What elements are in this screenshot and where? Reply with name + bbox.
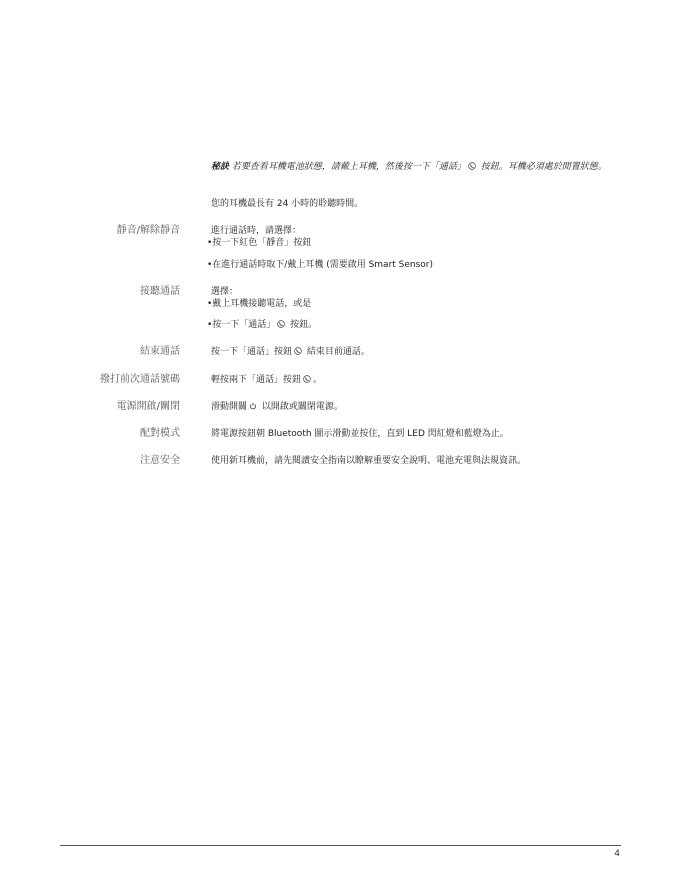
phone-icon	[468, 160, 476, 176]
pair-text: 將電源按鈕朝 Bluetooth 圖示滑動並按住，直到 LED 閃紅燈和藍燈為止。	[211, 429, 509, 439]
answer-call-intro: 選擇：	[211, 287, 239, 297]
power-label: 電源開啟/關閉	[116, 401, 180, 412]
tip-paragraph	[211, 159, 621, 176]
power-text	[211, 401, 343, 414]
redial-text	[211, 374, 322, 387]
redial-label: 撥打前次通話號碼	[100, 374, 180, 385]
pair-label: 配對模式	[140, 428, 180, 439]
power-icon	[249, 402, 257, 414]
redial-text-part1: 輕按兩下「通話」按鈕	[211, 375, 302, 385]
tip-text-part1: 若要查看耳機電池狀態，請戴上耳機，然後按一下「通話」	[229, 162, 466, 172]
answer-call-option-2-part2: 按鈕。	[287, 320, 318, 330]
tip-text-part2: 按鈕。耳機必須處於閒置狀態。	[477, 162, 607, 172]
redial-text-part2: 。	[313, 375, 323, 385]
end-call-text-part1: 按一下「通話」按鈕	[211, 347, 293, 357]
phone-icon	[303, 375, 311, 387]
page-number: 4	[614, 849, 620, 859]
mute-intro: 進行通話時，請選擇：	[211, 226, 302, 236]
safety-label: 注意安全	[140, 455, 180, 466]
mute-option-1: •按一下紅色「靜音」按鈕	[207, 238, 312, 248]
listening-time-text: 您的耳機最長有 24 小時的聆聽時間。	[211, 199, 364, 209]
answer-call-option-2	[207, 319, 317, 332]
tip-label: 秘訣	[211, 162, 230, 172]
end-call-label: 結束通話	[140, 346, 180, 357]
power-text-part2: 以開啟或關閉電源。	[259, 402, 343, 412]
mute-label: 靜音/解除靜音	[116, 225, 180, 236]
phone-icon	[294, 347, 302, 359]
answer-call-label: 接聽通話	[140, 286, 180, 297]
phone-icon	[277, 320, 285, 332]
end-call-text-part2: 結束目前通話。	[304, 347, 370, 357]
answer-call-option-2-part1: •按一下「通話」	[207, 320, 276, 330]
end-call-text	[211, 346, 370, 359]
footer-divider	[60, 845, 621, 846]
mute-option-2: •在進行通話時取下/戴上耳機 (需要啟用 Smart Sensor)	[207, 260, 434, 270]
safety-text: 使用新耳機前，請先閱讀安全指南以瞭解重要安全說明、電池充電與法規資訊。	[211, 456, 527, 466]
answer-call-option-1: •戴上耳機接聽電話，或是	[207, 299, 312, 309]
power-text-part1: 滑動開關	[211, 402, 248, 412]
